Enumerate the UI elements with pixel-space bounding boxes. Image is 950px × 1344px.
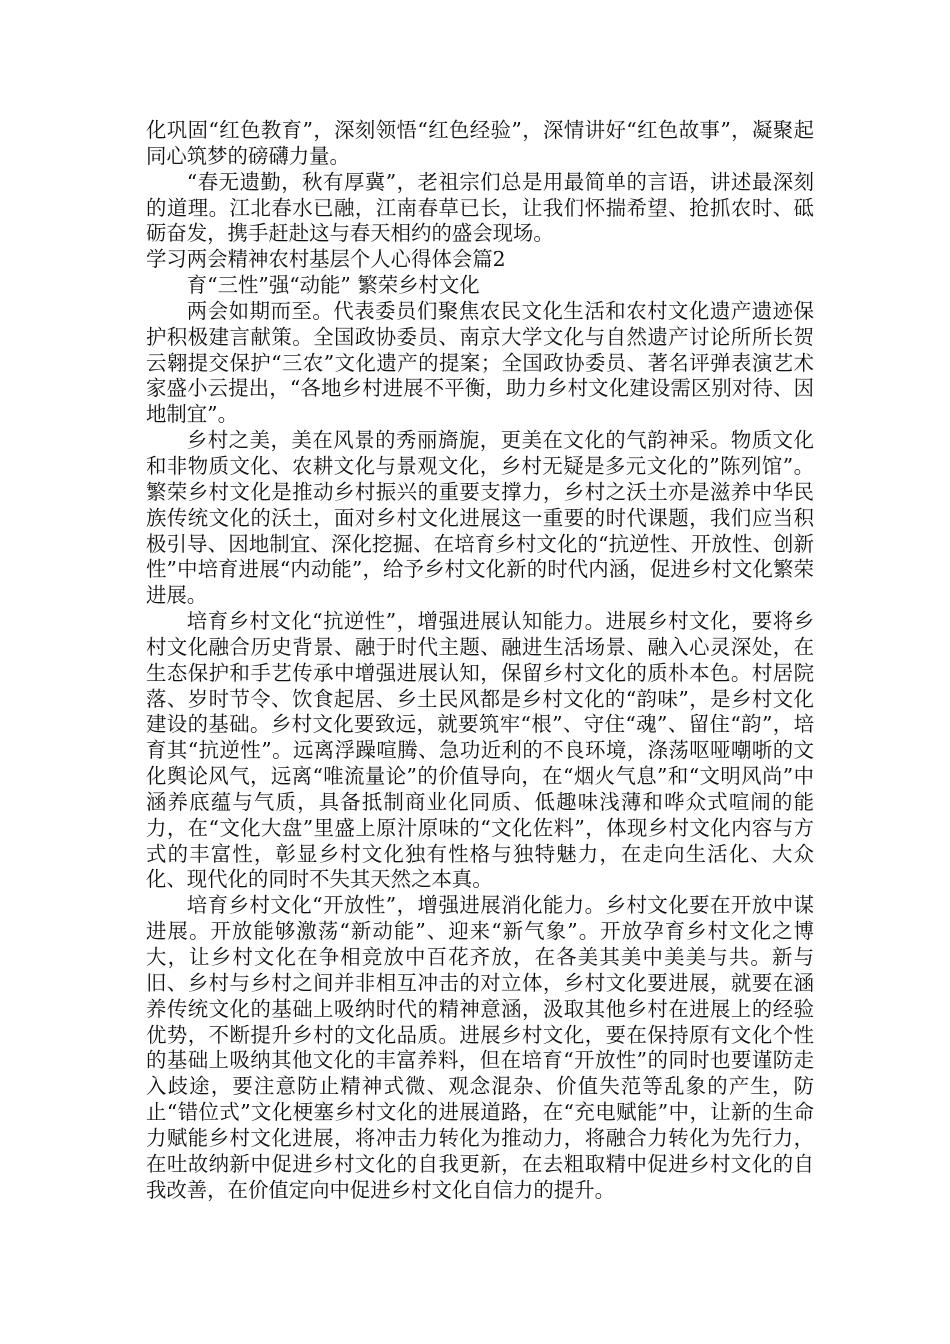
paragraph-openness: 培育乡村文化“开放性”，增强进展消化能力。乡村文化要在开放中谋进展。开放能够激荡“新动能”、迎来“新气象”。开放孕育乡村文化之博大，让乡村文化在争相竞放中百花齐放，在各美其美中美美与共。新与旧、乡村与乡村之间并非相互冲击的对立体，乡村文化要进展，就要在涵养传统文化的基础上吸纳时代的精神意涵，汲取其他乡村在进展上的经验优势，不断提升乡村的文化品质。进展乡村文化，要在保持原有文化个性的基础上吸纳其他文化的丰富养料，但在培育“开放性”的同时也要谨防走入歧途，要注意防止精神式微、观念混杂、价值失范等乱象的产生，防止“错位式”文化梗塞乡村文化的进展道路，在“充电赋能”中，让新的生命力赋能乡村文化进展，将冲击力转化为推动力，将融合力转化为先行力，在吐故纳新中促进乡村文化的自我更新，在去粗取精中促进乡村文化的自我改善，在价值定向中促进乡村文化自信力的提升。: [146, 893, 814, 1202]
paragraph-spring: “春无遗勤，秋有厚冀”，老祖宗们总是用最简单的言语，讲述最深刻的道理。江北春水已融，江南春草已长，让我们怀揣希望、抢抓农时、砥砺奋发，携手赶赴这与春天相约的盛会现场。: [146, 169, 814, 246]
paragraph-lianghui: 两会如期而至。代表委员们聚焦农民文化生活和农村文化遗产遗迹保护积极建言献策。全国政协委员、南京大学文化与自然遗产讨论所所长贺云翱提交保护“三农”文化遗产的提案；全国政协委员、著名评弹表演艺术家盛小云提出，“各地乡村进展不平衡，助力乡村文化建设需区别对待、因地制宜”。: [146, 298, 814, 427]
document-body: [146, 118, 814, 1203]
paragraph-rural-beauty: 乡村之美，美在风景的秀丽旖旎，更美在文化的气韵神采。物质文化和非物质文化、农耕文化与景观文化，乡村无疑是多元文化的”陈列馆”。繁荣乡村文化是推动乡村振兴的重要支撑力，乡村之沃土亦是滋养中华民族传统文化的沃土，面对乡村文化进展这一重要的时代课题，我们应当积极引导、因地制宜、深化挖掘、在培育乡村文化的“抗逆性、开放性、创新性”中培育进展“内动能”，给予乡村文化新的时代内涵，促进乡村文化繁荣进展。: [146, 428, 814, 608]
paragraph-intro-end: 化巩固“红色教育”，深刻领悟“红色经验”，深情讲好“红色故事”，凝聚起同心筑梦的磅礴力量。: [146, 118, 814, 168]
article-heading: 学习两会精神农村基层个人心得体会篇2: [146, 247, 506, 272]
article-subtitle: 育“三性”强“动能” 繁荣乡村文化: [186, 273, 480, 298]
paragraph-resilience: 培育乡村文化“抗逆性”，增强进展认知能力。进展乡村文化，要将乡村文化融合历史背景、融于时代主题、融进生活场景、融入心灵深处，在生态保护和手艺传承中增强进展认知，保留乡村文化的质朴本色。村居院落、岁时节令、饮食起居、乡土民风都是乡村文化的“韵味”，是乡村文化建设的基础。乡村文化要致远，就要筑牢“根”、守住“魂”、留住“韵”，培育其“抗逆性”。远离浮躁喧腾、急功近利的不良环境，涤荡呕哑嘲哳的文化舆论风气，远离“唯流量论”的价值导向，在“烟火气息”和“文明风尚”中涵养底蕴与气质，具备抵制商业化同质、低趣味浅薄和哗众式喧闹的能力，在“文化大盘”里盛上原汁原味的“文化佐料”，体现乡村文化内容与方式的丰富性，彰显乡村文化独有性格与独特魅力，在走向生活化、大众化、现代化的同时不失其天然之本真。: [146, 609, 814, 892]
